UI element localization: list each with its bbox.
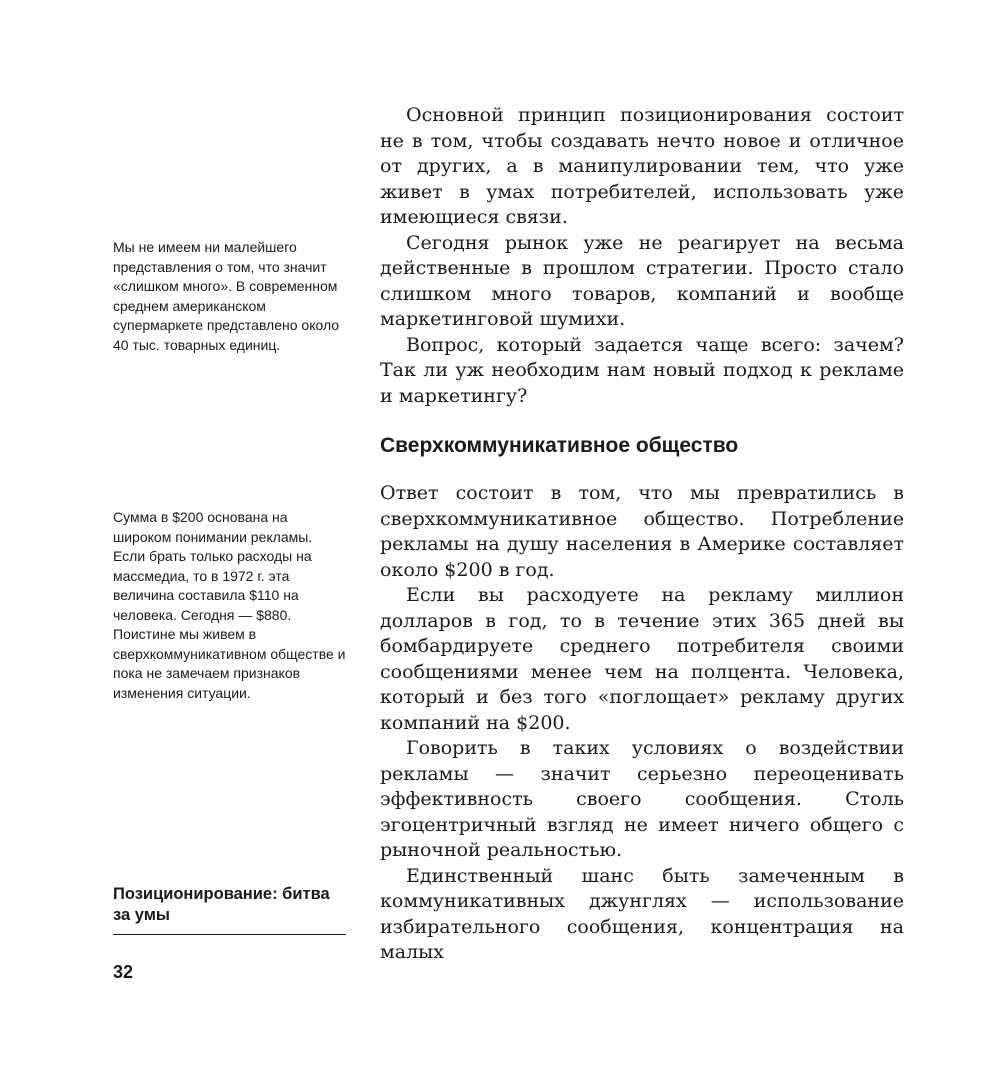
footer-divider bbox=[113, 934, 346, 935]
running-title: Позиционирование: битва за умы bbox=[113, 885, 330, 924]
page-number: 32 bbox=[113, 962, 134, 982]
section-heading: Сверхкоммуникативное общество bbox=[380, 434, 739, 457]
paragraph-overcommunicated-society: Ответ состоит в том, что мы превратились в сверхкоммуникативное общество. Потребление рекламы на душу населения в Америке составляет около $200 в год. bbox=[380, 482, 904, 581]
paragraph-question: Вопрос, который задается чаще всего: зачем? Так ли уж необходим нам новый подход к рекламе и маркетингу? bbox=[380, 333, 904, 407]
paragraph-positioning-principle: Основной принцип позиционирования состоит не в том, чтобы создавать нечто новое и отличное от других, а в манипулировании тем, что уже живет в умах потребителей, использовать уже имеющиеся связи. bbox=[380, 104, 904, 228]
main-text-column bbox=[380, 103, 904, 966]
paragraph-only-chance: Единственный шанс быть замеченным в коммуникативных джунглях — использование избирательного сообщения, концентрация на малых bbox=[380, 864, 904, 963]
paragraph-market-reaction: Сегодня рынок уже не реагирует на весьма действенные в прошлом стратегии. Просто стало слишком много товаров, компаний и вообще маркетинговой шумихи. bbox=[380, 231, 904, 330]
margin-note-200-dollars: Сумма в $200 основана на широком понимании рекламы. Если брать только расходы на массмедиа, то в 1972 г. эта величина составила $110 на человека. Сегодня — $880. Поистине мы живем в сверхкоммуникативном обществе и пока не замечаем признаков изменения ситуации. bbox=[113, 509, 346, 701]
margin-note-too-many: Мы не имеем ни малейшего представления о том, что значит «слишком много». В современном среднем американском супермаркете представлено около 40 тыс. товарных единиц. bbox=[113, 239, 340, 353]
paragraph-million-dollars: Если вы расходуете на рекламу миллион долларов в год, то в течение этих 365 дней вы бомбардируете среднего потребителя своими сообщениями менее чем на полцента. Человека, который и без того «поглощает» рекламу других компаний на $200. bbox=[380, 584, 904, 734]
paragraph-advertising-impact: Говорить в таких условиях о воздействии рекламы — значит серьезно переоценивать эффективность своего сообщения. Столь эгоцентричный взгляд не имеет ничего общего с рыночной реальностью. bbox=[380, 737, 904, 861]
